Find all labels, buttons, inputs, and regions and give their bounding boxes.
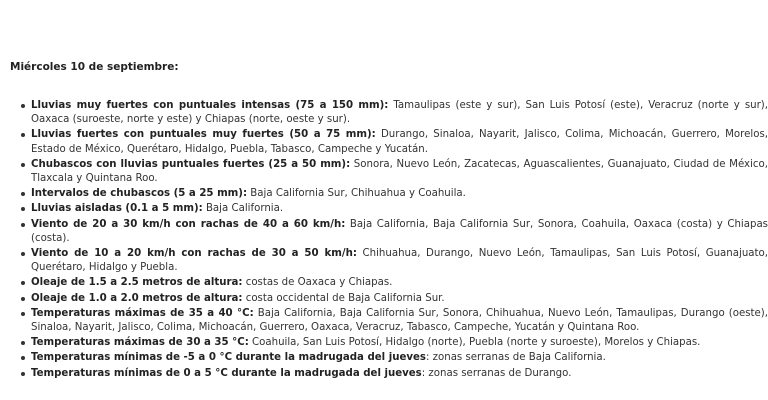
item-text: Durango, Sinaloa, Nayarit, Jalisco, Colima, Michoacán, Guerrero, Morelos, Estado de México, Querétaro, Hidalgo, Puebla, Tabasco, Campeche y Yucatán. (31, 129, 768, 155)
list-item (31, 99, 768, 127)
item-label: Temperaturas máximas de 35 a 40 °C: (31, 307, 254, 319)
list-item (31, 128, 768, 156)
list-item (31, 202, 768, 216)
forecast-list (31, 99, 768, 382)
list-item (31, 307, 768, 335)
list-item (31, 351, 768, 365)
item-text: Baja California, Baja California Sur, Sonora, Coahuila, Oaxaca (costa) y Chiapas (costa). (31, 218, 768, 244)
list-item (31, 276, 768, 290)
item-text: Baja California, Baja California Sur, Sonora, Chihuahua, Nuevo León, Tamaulipas, Durango (oeste), Sinaloa, Nayarit, Jalisco, Colima, Michoacán, Guerrero, Oaxaca, Veracruz, Tabasco, Campeche, Yucatán y Quintana Roo. (31, 307, 768, 334)
item-label: Temperaturas mínimas de 0 a 5 °C durante la madrugada del jueves (31, 367, 422, 379)
list-item (31, 367, 768, 381)
item-text: Chihuahua, Durango, Nuevo León, Tamaulipas, San Luis Potosí, Guanajuato, Querétaro, Hidalgo y Puebla. (31, 248, 768, 274)
item-label: Chubascos con lluvias puntuales fuertes (25 a 50 mm): (31, 158, 351, 170)
item-text: Baja California. (202, 203, 284, 215)
item-text: Sonora, Nuevo León, Zacatecas, Aguascalientes, Guanajuato, Ciudad de México, Tlaxcala y Quintana Roo. (31, 158, 768, 185)
item-text: Coahuila, San Luis Potosí, Hidalgo (norte), Puebla (norte y suroeste), Morelos y Chiapas. (248, 337, 701, 349)
item-label: Temperaturas mínimas de -5 a 0 °C durante la madrugada del jueves (31, 352, 426, 364)
item-label: Oleaje de 1.0 a 2.0 metros de altura: (31, 292, 243, 304)
item-label: Lluvias fuertes con puntuales muy fuertes (50 a 75 mm): (31, 129, 376, 141)
list-item (31, 292, 768, 306)
list-item (31, 336, 768, 350)
item-label: Intervalos de chubascos (5 a 25 mm): (31, 188, 248, 200)
item-label: Oleaje de 1.5 a 2.5 metros de altura: (31, 277, 243, 289)
list-item (31, 187, 768, 201)
date-heading: Miércoles 10 de septiembre: (10, 61, 179, 73)
item-label: Viento de 20 a 30 km/h con rachas de 40 a 60 km/h: (31, 218, 346, 230)
list-item (31, 158, 768, 186)
list-item (31, 218, 768, 246)
item-label: Temperaturas máximas de 30 a 35 °C: (31, 337, 249, 349)
item-text: costas de Oaxaca y Chiapas. (242, 277, 393, 289)
item-label: Lluvias muy fuertes con puntuales intensas (75 a 150 mm): (31, 100, 389, 111)
item-text: costa occidental de Baja California Sur. (242, 292, 445, 304)
item-label: Lluvias aisladas (0.1 a 5 mm): (31, 203, 203, 215)
item-label: Viento de 10 a 20 km/h con rachas de 30 a 50 km/h: (31, 248, 357, 260)
item-text: Tamaulipas (este y sur), San Luis Potosí (este), Veracruz (norte y sur), Oaxaca (suroeste, norte y este) y Chiapas (norte, oeste y sur). (31, 100, 768, 126)
item-text: : zonas serranas de Baja California. (425, 352, 606, 364)
item-text: Baja California Sur, Chihuahua y Coahuila. (247, 188, 466, 200)
item-text: : zonas serranas de Durango. (421, 367, 572, 379)
list-item (31, 247, 768, 275)
